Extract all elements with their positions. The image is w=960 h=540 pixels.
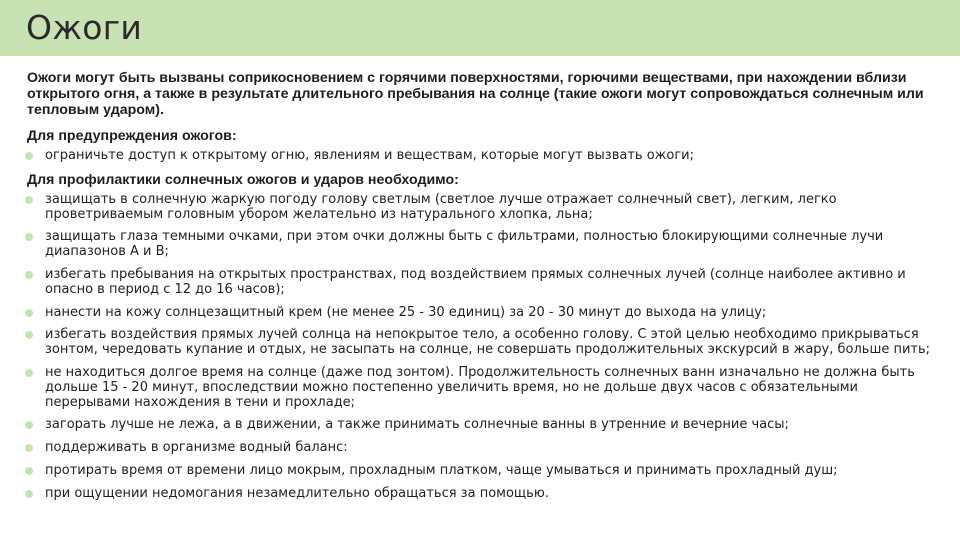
bullet-icon bbox=[25, 369, 33, 377]
bullet-icon bbox=[25, 467, 33, 475]
bullet-icon bbox=[25, 196, 33, 204]
list-item bbox=[27, 328, 947, 358]
bullet-icon bbox=[25, 309, 33, 317]
list-item bbox=[27, 464, 947, 479]
list-item bbox=[27, 230, 947, 260]
prevention-list bbox=[27, 149, 947, 164]
sun-protection-list bbox=[27, 193, 947, 502]
intro-paragraph: Ожоги могут быть вызваны соприкосновением с горячими поверхностями, горючими веществами, при нахождении вблизи открытого огня, а также в результате длительного пребывания на солнце (такие ожоги могут сопровождаться солнечным или тепловым ударом). bbox=[27, 70, 924, 118]
bullet-icon bbox=[25, 331, 33, 339]
list-item bbox=[27, 366, 947, 410]
list-item bbox=[27, 149, 947, 164]
list-item-text: протирать время от времени лицо мокрым, прохладным платком, чаще умываться и принимать прохладный душ; bbox=[45, 462, 838, 478]
section-heading-sun-protection: Для профилактики солнечных ожогов и ударов необходимо: bbox=[27, 171, 459, 188]
bullet-icon bbox=[25, 421, 33, 429]
page-title: Ожоги bbox=[26, 8, 143, 47]
list-item-text: при ощущении недомогания незамедлительно обращаться за помощью. bbox=[45, 485, 549, 501]
list-item-text: избегать пребывания на открытых пространствах, под воздействием прямых солнечных лучей (солнце наиболее активно и опасно в период с 12 до 16 часов); bbox=[45, 266, 906, 297]
list-item bbox=[27, 441, 947, 456]
list-item-text: избегать воздействия прямых лучей солнца на непокрытое тело, а особенно голову. С этой целью необходимо прикрываться зонтом, чередовать купание и отдых, не засыпать на солнце, не совершать продолжительных экскурсий в жару, больше пить; bbox=[45, 327, 931, 358]
list-item-text: загорать лучше не лежа, а в движении, а также принимать солнечные ванны в утренние и вечерние часы; bbox=[45, 417, 789, 433]
section-heading-prevention: Для предупреждения ожогов: bbox=[27, 128, 237, 144]
list-item-text: не находиться долгое время на солнце (даже под зонтом). Продолжительность солнечных ванн изначально не должна быть дольше 15 - 20 минут, впоследствии можно постепенно увеличить время, но не дольше двух часов с обязательными перерывами нахождения в тени и прохладе; bbox=[45, 364, 915, 410]
list-item-text: поддерживать в организме водный баланс: bbox=[45, 440, 348, 456]
bullet-icon bbox=[25, 444, 33, 452]
list-item-text: ограничьте доступ к открытому огню, явлениям и веществам, которые могут вызвать ожоги; bbox=[45, 148, 694, 163]
list-item-text: защищать в солнечную жаркую погоду голову светлым (светлое лучше отражает солнечный свет), легким, легко проветриваемым головным убором желательно из натурального хлопка, льна; bbox=[45, 191, 837, 222]
list-item bbox=[27, 193, 947, 223]
list-item bbox=[27, 418, 947, 433]
content bbox=[27, 70, 947, 510]
list-item-text: защищать глаза темными очками, при этом очки должны быть с фильтрами, полностью блокирующими солнечные лучи диапазонов А и В; bbox=[45, 229, 884, 260]
bullet-icon bbox=[25, 152, 33, 160]
list-item bbox=[27, 487, 947, 502]
list-item-text: нанести на кожу солнцезащитный крем (не менее 25 - 30 единиц) за 20 - 30 минут до выхода на улицу; bbox=[45, 304, 767, 320]
list-item bbox=[27, 306, 947, 321]
bullet-icon bbox=[25, 490, 33, 498]
bullet-icon bbox=[25, 233, 33, 241]
title-bar bbox=[0, 0, 960, 56]
list-item bbox=[27, 268, 947, 298]
bullet-icon bbox=[25, 271, 33, 279]
